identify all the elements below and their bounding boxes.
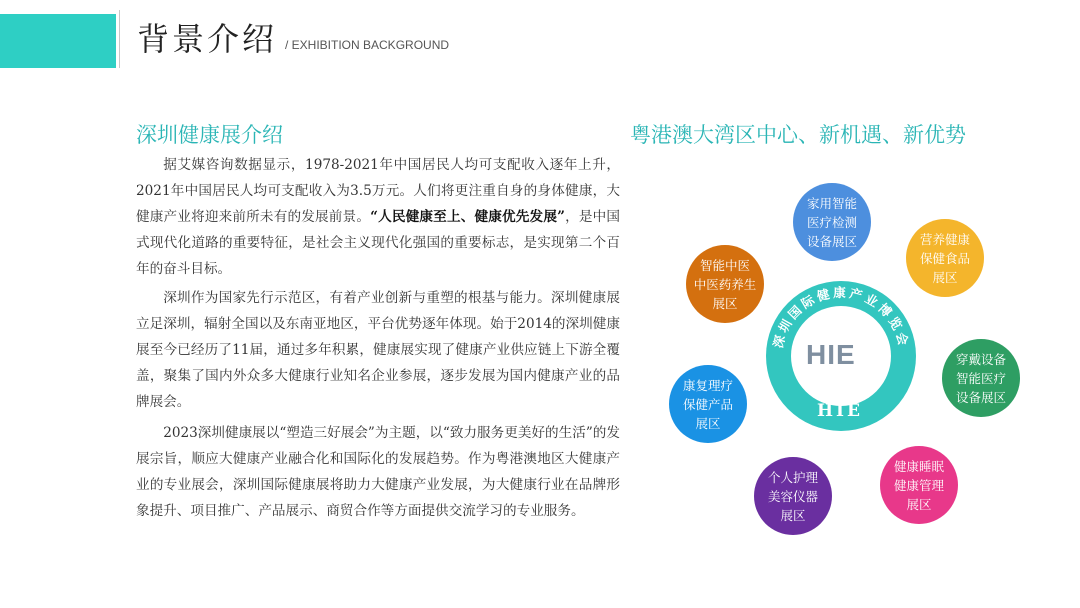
zone-label: 营养健康 保健食品 展区 — [919, 231, 970, 285]
zone-personal-care — [754, 457, 832, 535]
zone-tcm-wellness — [686, 245, 764, 323]
intro-paragraph-2: 深圳作为国家先行示范区，有着产业创新与重塑的根基与能力。深圳健康展立足深圳，辐射全国以及东南亚地区，平台优势逐年体现。始于2014的深圳健康展至今已经历了11届，通过多年积累，健康展实现了健康产业供应链上下游全覆盖，聚集了国内外众多大健康行业知名企业参展，逐步发展为国内健康产业的品牌展会。 — [136, 290, 620, 410]
advantage-section-title: 粤港澳大湾区中心、新机遇、新优势 — [630, 123, 966, 147]
intro-paragraph-3: 2023深圳健康展以“塑造三好展会”为主题，以“致力服务更美好的生活”的发展宗旨，顺应大健康产业融合化和国际化的发展趋势。作为粤港澳地区大健康产业的专业展会，深圳国际健康展将助力大健康产业发展，为大健康行业在品牌形象提升、项目推广、产品展示、商贸合作等方面提供交流学习的专业服务。 — [136, 425, 620, 519]
intro-paragraph-1-text-end: ，是中国式现代化道路的重要特征，是社会主义现代化强国的重要标志，是实现第二个百年的奋斗目标。 — [136, 209, 621, 277]
zone-label: 智能中医 中医药养生 展区 — [693, 257, 757, 311]
zone-label: 家用智能 医疗检测 设备展区 — [806, 195, 857, 249]
zone-rehabilitation — [669, 365, 747, 443]
intro-paragraph-1 — [136, 152, 620, 282]
intro-paragraph-1-highlight: “人民健康至上、健康优先发展” — [370, 209, 565, 225]
page-title: 背景介绍 — [137, 20, 278, 58]
header-accent-bar — [0, 14, 116, 68]
page-subtitle: / EXHIBITION BACKGROUND — [285, 38, 450, 52]
intro-section-title: 深圳健康展介绍 — [136, 123, 283, 147]
zone-sleep-health — [880, 446, 958, 524]
hie-logo — [806, 339, 876, 373]
zone-smart-home-medical — [793, 183, 871, 261]
zone-label: 个人护理 美容仪器 展区 — [767, 469, 818, 523]
zone-nutrition-food — [906, 219, 984, 297]
exhibition-zones-diagram — [660, 175, 1040, 545]
header-divider — [119, 10, 120, 68]
center-abbr: HIE — [817, 401, 863, 421]
center-ring-text: 深圳国际健康产业博览会 — [770, 284, 912, 350]
intro-paragraph-1-text: 据艾媒咨询数据显示，1978-2021年中国居民人均可支配收入逐年上升，2021年中国居民人均可支配收入为3.5万元。人们将更注重自身的身体健康，大健康产业将迎来前所未有的发展前景。 — [136, 157, 620, 225]
zone-label: 健康睡眠 健康管理 展区 — [893, 458, 944, 512]
hie-logo-mark: HIE — [806, 339, 856, 370]
zone-label: 穿戴设备 智能医疗 设备展区 — [955, 351, 1006, 405]
zone-wearable-devices — [942, 339, 1020, 417]
zone-label: 康复理疗 保健产品 展区 — [682, 377, 733, 431]
